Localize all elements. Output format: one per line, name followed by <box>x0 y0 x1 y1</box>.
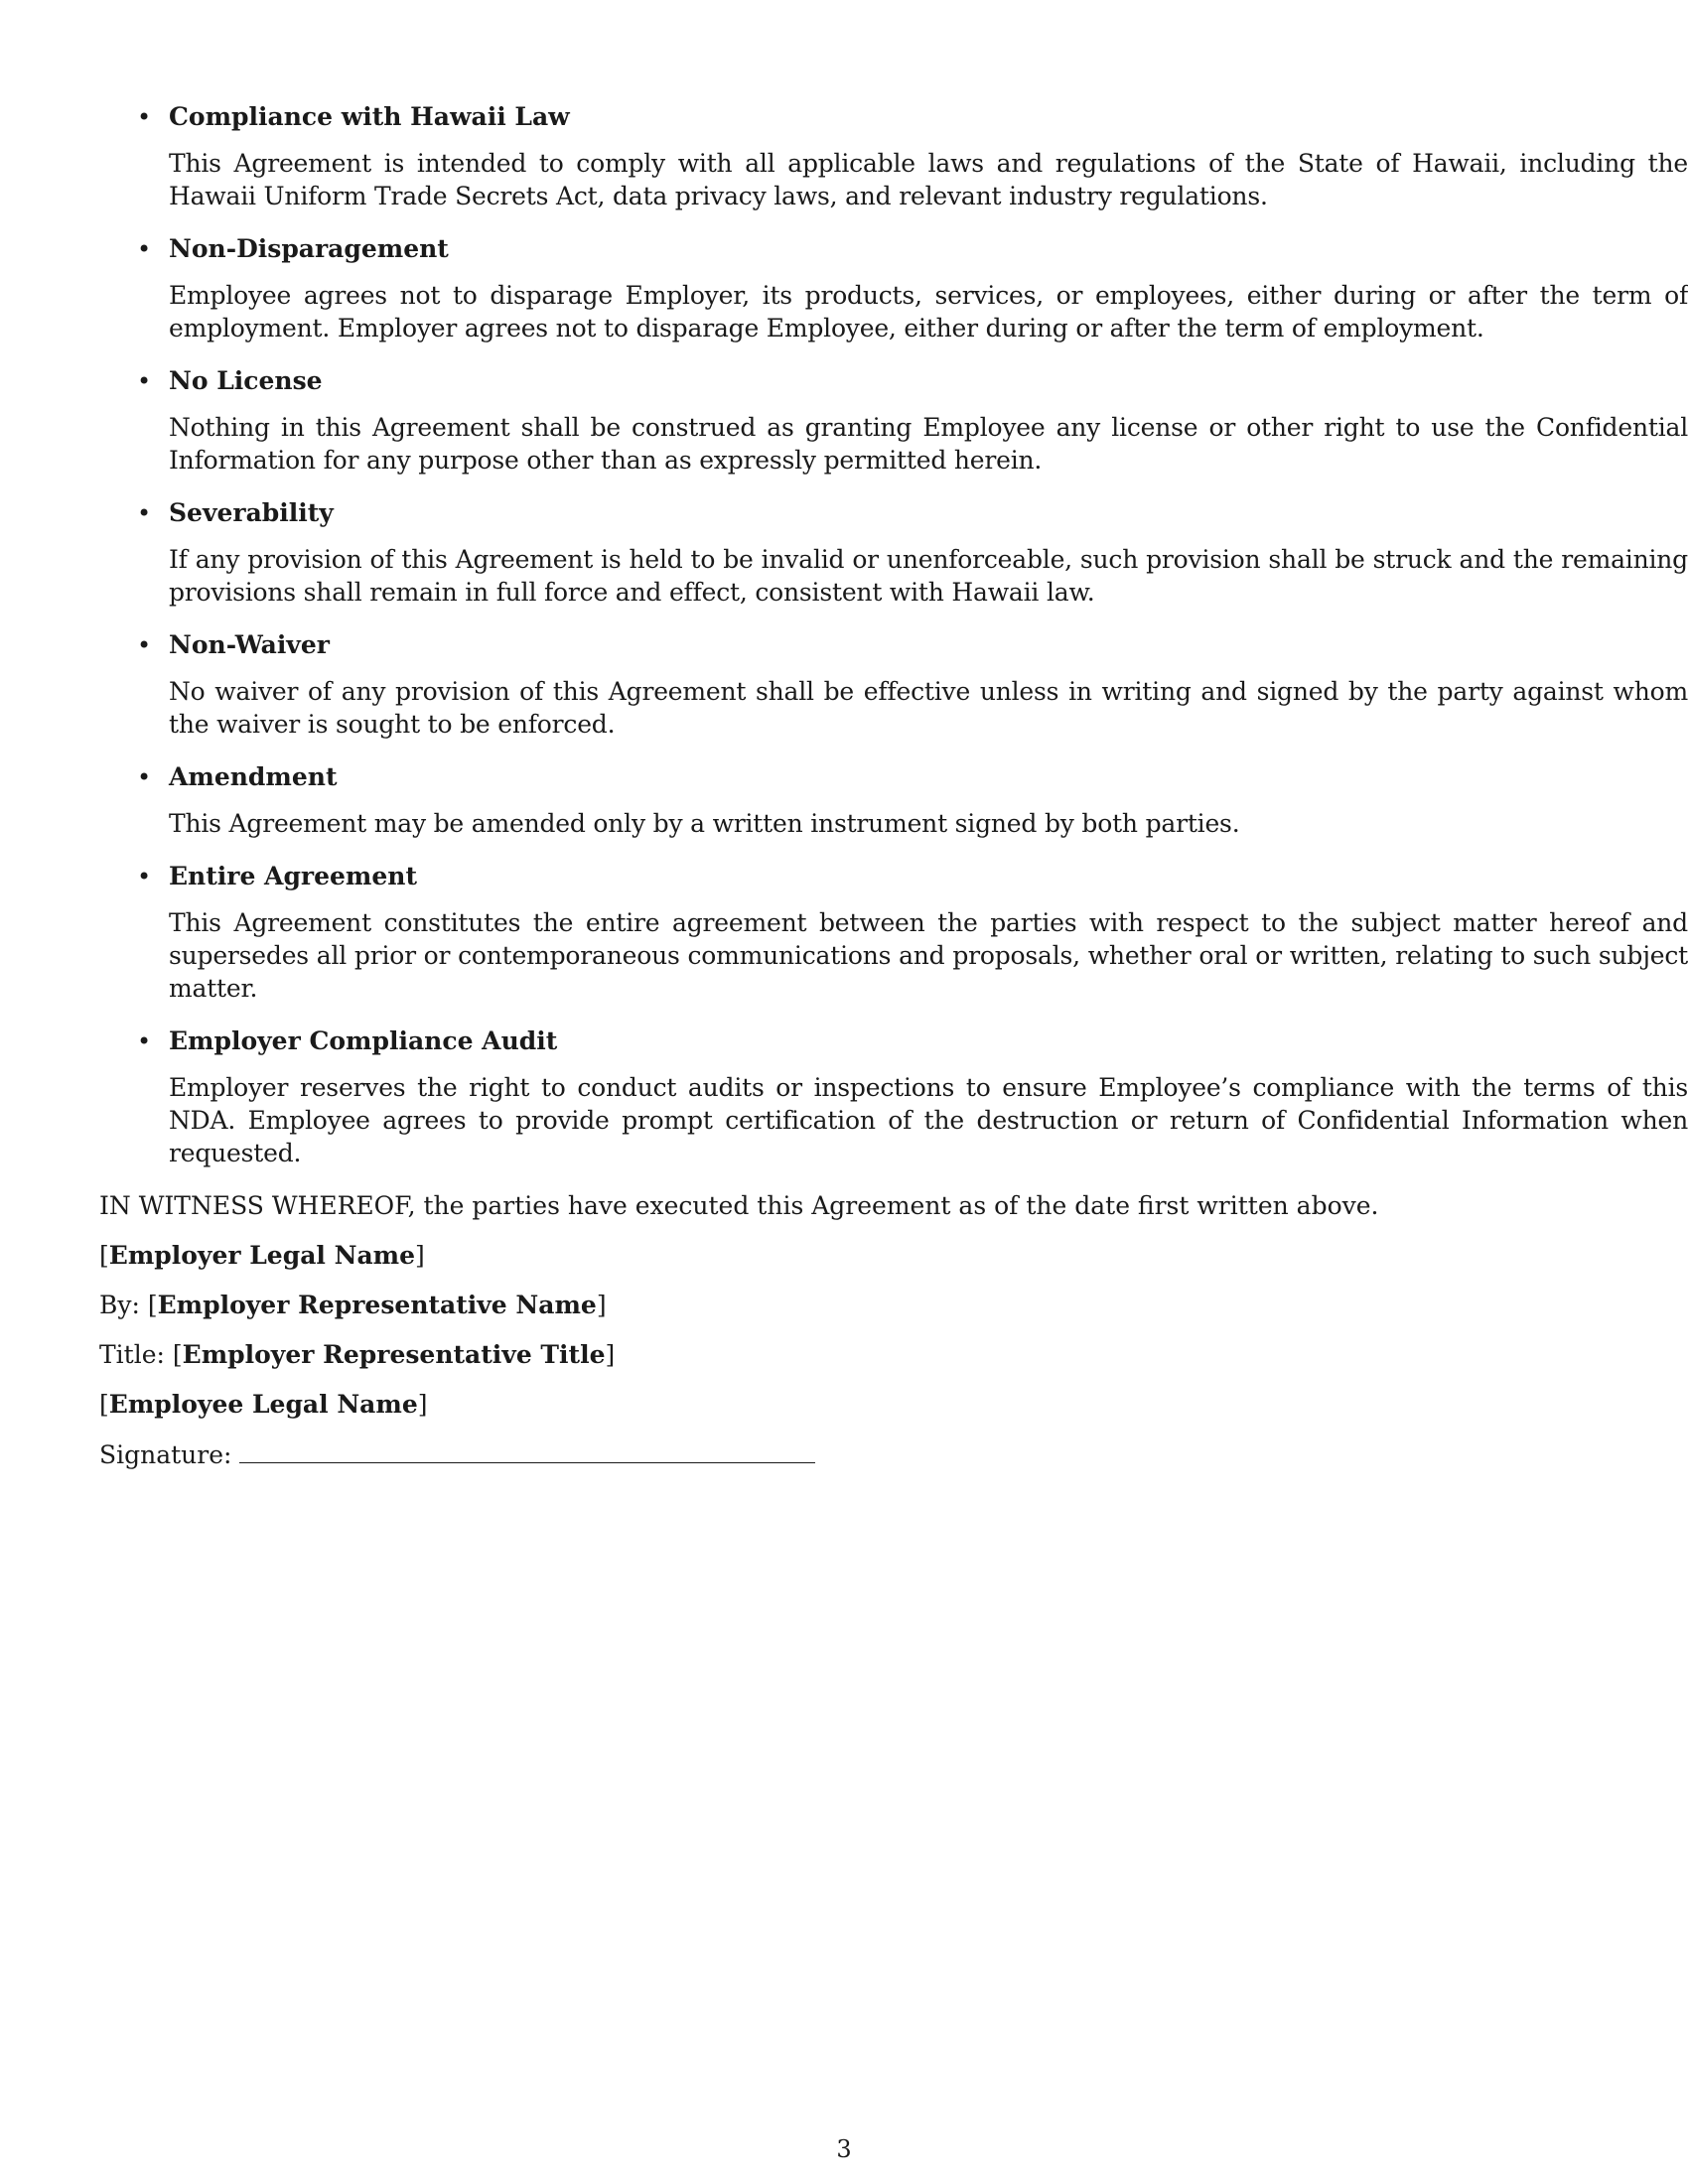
bullet-icon: • <box>137 103 152 131</box>
by-line: By: [Employer Representative Name] <box>99 1291 607 1319</box>
clause-body: Nothing in this Agreement shall be construed as granting Employee any license or other right to use the Confidential Information for any purpose other than as expressly permitted herein. <box>169 413 1688 475</box>
clause-list <box>99 97 1688 1169</box>
clause-title: No License <box>169 366 323 395</box>
employer-legal-name: Employer Legal Name <box>108 1241 416 1270</box>
signature-line <box>99 1434 1589 1475</box>
clause-title: Severability <box>169 498 334 527</box>
bullet-icon: • <box>137 1027 152 1055</box>
bullet-icon: • <box>137 235 152 263</box>
clause-title: Employer Compliance Audit <box>169 1026 558 1055</box>
bullet-icon: • <box>137 863 152 890</box>
clause-title: Compliance with Hawaii Law <box>169 102 570 131</box>
clause-body: If any provision of this Agreement is held to be invalid or unenforceable, such provision shall be struck and the remaining provisions shall remain in full force and effect, consistent with Hawaii law. <box>169 545 1688 607</box>
clause-body: This Agreement constitutes the entire agreement between the parties with respect to the subject matter hereof and supersedes all prior or contemporaneous communications and proposals, whether oral or written, relating to such subject matter. <box>169 908 1688 1003</box>
bullet-icon: • <box>137 631 152 659</box>
signature-block <box>99 1236 1589 1475</box>
employer-representative-title: Employer Representative Title <box>182 1340 606 1369</box>
employer-name-line: [Employer Legal Name] <box>99 1241 425 1270</box>
clause-item <box>99 229 1688 344</box>
title-label: Title: <box>99 1340 165 1369</box>
by-label: By: <box>99 1291 140 1319</box>
clause-body: This Agreement may be amended only by a written instrument signed by both parties. <box>169 809 1240 838</box>
clause-item <box>99 757 1589 840</box>
clause-item <box>99 97 1688 212</box>
employer-representative-name: Employer Representative Name <box>157 1291 597 1319</box>
clause-body: Employer reserves the right to conduct audits or inspections to ensure Employee’s compliance with the terms of this NDA. Employee agrees to provide prompt certification of the destruction or return of Confidential Information when requested. <box>169 1073 1688 1167</box>
signature-field[interactable] <box>239 1434 815 1463</box>
page-number: 3 <box>836 2135 852 2163</box>
signature-label: Signature: <box>99 1440 232 1469</box>
clause-body: Employee agrees not to disparage Employer, its products, services, or employees, either during or after the term of employment. Employer agrees not to disparage Employee, either during or after the term of employment. <box>169 281 1688 342</box>
clause-title: Non-Disparagement <box>169 234 449 263</box>
clause-title: Non-Waiver <box>169 630 330 659</box>
employee-legal-name: Employee Legal Name <box>108 1390 418 1419</box>
clause-item <box>99 361 1688 477</box>
clause-item <box>99 857 1688 1005</box>
document-page <box>99 97 1688 1485</box>
clause-body: This Agreement is intended to comply with all applicable laws and regulations of the State of Hawaii, including the Hawaii Uniform Trade Secrets Act, data privacy laws, and relevant industry regulations. <box>169 149 1688 210</box>
employee-name-line: [Employee Legal Name] <box>99 1390 428 1419</box>
clause-title: Amendment <box>169 762 338 791</box>
clause-item <box>99 625 1688 741</box>
title-line: Title: [Employer Representative Title] <box>99 1340 616 1369</box>
bullet-icon: • <box>137 499 152 527</box>
witness-statement: IN WITNESS WHEREOF, the parties have executed this Agreement as of the date first written above. <box>99 1191 1379 1220</box>
clause-item <box>99 493 1688 609</box>
bullet-icon: • <box>137 763 152 791</box>
clause-item <box>99 1022 1688 1169</box>
clause-body: No waiver of any provision of this Agreement shall be effective unless in writing and signed by the party against whom the waiver is sought to be enforced. <box>169 677 1688 739</box>
clause-title: Entire Agreement <box>169 862 417 890</box>
bullet-icon: • <box>137 367 152 395</box>
